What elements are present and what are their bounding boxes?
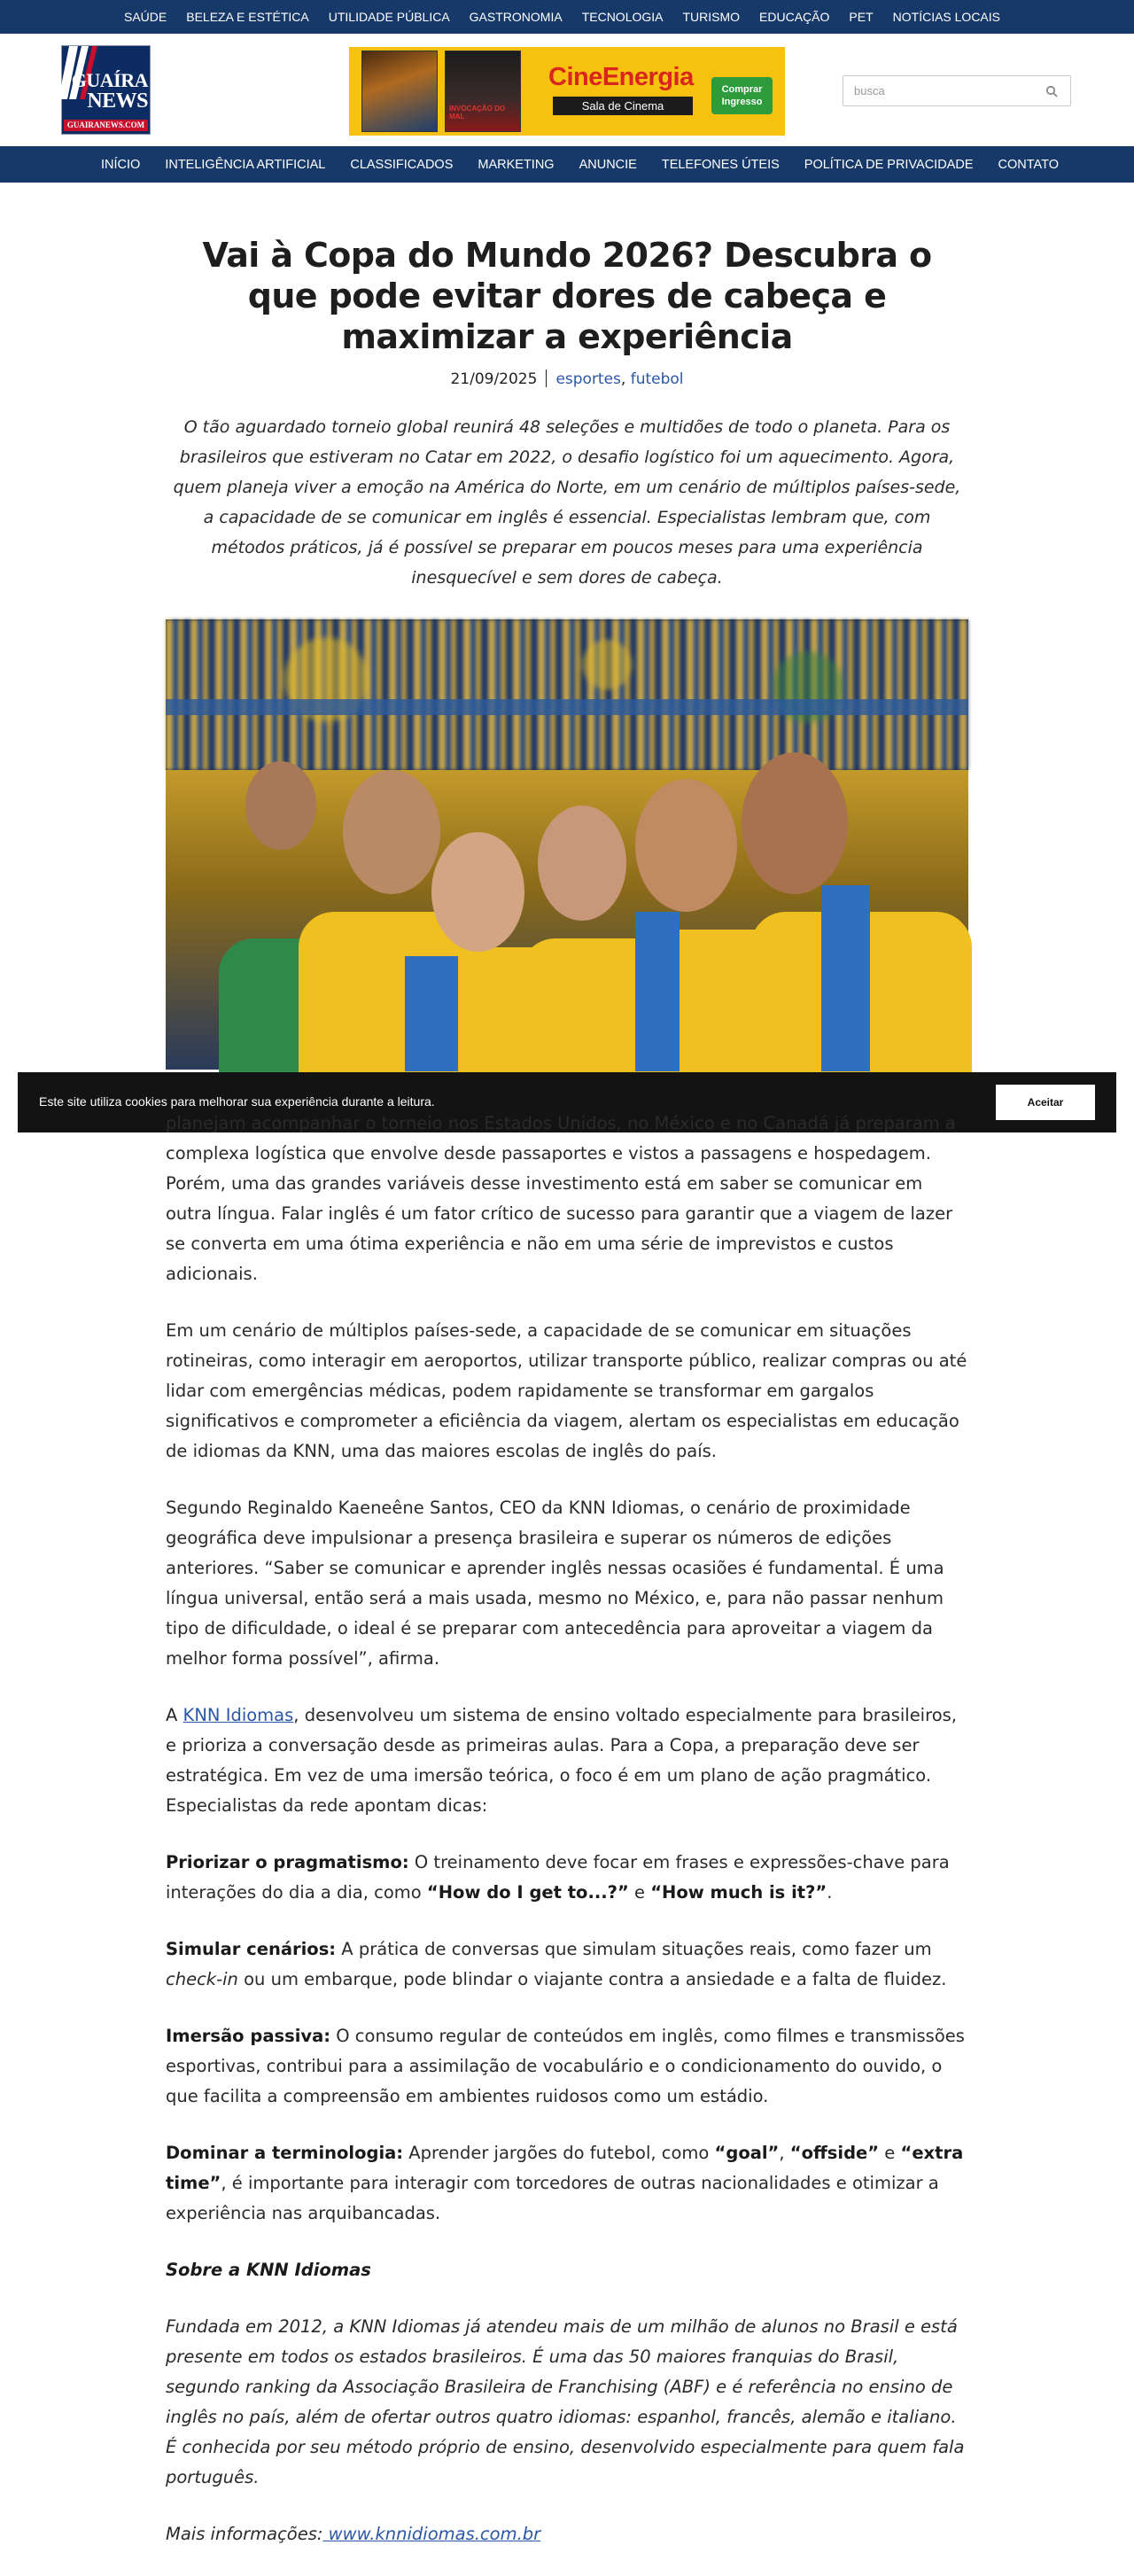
search-box — [843, 75, 1071, 106]
cookie-message: Este site utiliza cookies para melhorar sua experiência durante a leitura. — [39, 1094, 435, 1109]
banner-subtitle: Sala de Cinema — [553, 97, 693, 115]
article-lead: O tão aguardado torneio global reunirá 48 seleções e multidões de todo o planeta. Para os brasileiros que estiveram no Catar em 2022, o desafio logístico foi um aquecimento. Agora, quem planeja viver a emoção na América do Norte, em um cenário de múltiplos países-sede, a capacidade de se comunicar em inglês é essencial. Especialistas lembram que, com métodos práticos, já é possível se preparar em poucos meses para uma experiência inesquecível e sem dores de cabeça. — [173, 417, 961, 588]
article — [166, 235, 968, 1070]
tip-italic: check-in — [166, 1969, 238, 1989]
fan-face — [538, 805, 626, 921]
tip-text: Aprender jargões do futebol, como — [403, 2143, 715, 2163]
top-link-tecnologia[interactable]: TECNOLOGIA — [581, 10, 664, 24]
top-link-educacao[interactable]: EDUCAÇÃO — [759, 10, 830, 24]
tip-text: ou um embarque, pode blindar o viajante contra a ansiedade e a falta de fluidez. — [237, 1969, 947, 1989]
body-paragraph: Em um cenário de múltiplos países-sede, a capacidade de se comunicar em situações rotineiras, como interagir em aeroportos, utilizar transporte público, realizar compras ou até lidar com emergências médicas, podem rapidamente se transformar em gargalos significativos e comprometer a eficiência da viagem, alertam os especialistas em educação de idiomas da KNN, uma das maiores escolas de inglês do país. — [166, 1320, 967, 1461]
nav-anuncie[interactable]: ANUNCIE — [579, 157, 637, 172]
fan-face — [431, 832, 524, 952]
top-link-pet[interactable]: PET — [849, 10, 874, 24]
about-title: Sobre a KNN Idiomas — [166, 2260, 371, 2280]
p4-text: , desenvolveu um sistema de ensino voltado especialmente para brasileiros, e prioriza a conversação desde as primeiras aulas. Para a Copa, a preparação deve ser estratégica. Em vez de uma imersão teórica, o foco é em um plano de ação pragmático. Especialistas da rede apontam dicas: — [166, 1705, 957, 1816]
tip-heading: Simular cenários: — [166, 1939, 337, 1959]
tip-quote: “extra time” — [166, 2143, 964, 2193]
tip-text: O treinamento deve focar em frases e expressões-chave para interações do dia a dia, como — [166, 1852, 950, 1903]
tip-pragmatismo — [166, 1848, 968, 1908]
p4-prefix: A — [166, 1705, 183, 1725]
fan-face — [343, 770, 440, 894]
movie-poster-1 — [361, 51, 438, 132]
fan-face — [742, 752, 848, 894]
article-body — [166, 1113, 968, 2576]
tip-heading: Dominar a terminologia: — [166, 2143, 404, 2163]
about-heading — [166, 2255, 968, 2285]
main-navigation — [0, 146, 1134, 183]
tip-text: e — [628, 1882, 651, 1903]
tip-text: e — [879, 2143, 901, 2163]
buy-ticket-button[interactable]: Comprar Ingresso — [711, 77, 773, 114]
tip-text: , — [779, 2143, 790, 2163]
top-link-saude[interactable]: SAÚDE — [124, 10, 167, 24]
nav-marketing[interactable]: MARKETING — [478, 157, 555, 172]
logo-line-news: NEWS — [87, 89, 148, 113]
tip-imersao — [166, 2021, 968, 2112]
top-category-list — [124, 0, 1020, 34]
fan-scarf — [405, 956, 458, 1071]
tip-heading: Imersão passiva: — [166, 2026, 331, 2046]
tip-heading: Priorizar o pragmatismo: — [166, 1852, 409, 1872]
top-link-noticias-locais[interactable]: NOTÍCIAS LOCAIS — [892, 10, 1000, 24]
tip-quote: “How much is it?” — [650, 1882, 827, 1903]
search-input[interactable] — [843, 76, 1038, 105]
category-link-esportes[interactable]: esportes — [555, 370, 621, 388]
fan-scarf — [635, 912, 680, 1071]
knn-website-link[interactable]: www.knnidiomas.com.br — [322, 2524, 541, 2544]
tip-text: O consumo regular de conteúdos em inglês, como filmes e transmissões esportivas, contribui para a assimilação de vocabulário e o condicionamento do ouvido, o que facilita a compreensão em ambientes ruidosos como um estádio. — [166, 2026, 965, 2106]
tip-quote: “How do I get to...?” — [426, 1882, 629, 1903]
nav-classificados[interactable]: CLASSIFICADOS — [350, 157, 454, 172]
fan-face — [245, 761, 316, 850]
meta-divider — [546, 370, 547, 387]
nav-telefones-uteis[interactable]: TELEFONES ÚTEIS — [661, 157, 780, 172]
site-logo[interactable] — [61, 45, 151, 135]
logo-line-guaira: GUAÍRA — [71, 69, 148, 91]
search-icon[interactable] — [1045, 85, 1058, 97]
article-title: Vai à Copa do Mundo 2026? Descubra o que pode evitar dores de cabeça e maximizar a experiência — [202, 236, 932, 356]
category-link-futebol[interactable]: futebol — [630, 370, 684, 388]
tip-terminologia — [166, 2138, 968, 2229]
article-hero-photo — [166, 619, 968, 1070]
nav-inteligencia-artificial[interactable]: INTELIGÊNCIA ARTIFICIAL — [165, 157, 326, 172]
tip-simular — [166, 1934, 968, 1995]
more-info — [166, 2519, 968, 2549]
about-text: Fundada em 2012, a KNN Idiomas já atendeu mais de um milhão de alunos no Brasil e está presente em todos os estados brasileiros. É uma das 50 maiores franquias do Brasil, segundo ranking da Associação Brasileira de Franchising (ABF) e é referência no ensino de inglês no país, além de ofertar outros quatro idiomas: espanhol, francês, alemão e italiano. É conhecida por seu método próprio de ensino, desenvolvido especialmente para quem fala português. — [166, 2316, 965, 2487]
movie-poster-2-title: INVOCAÇÃO DO MAL — [449, 105, 506, 121]
accept-cookies-button[interactable]: Aceitar — [996, 1085, 1095, 1120]
top-link-turismo[interactable]: TURISMO — [682, 10, 741, 24]
tip-text: A prática de conversas que simulam situações reais, como fazer um — [336, 1939, 932, 1959]
nav-inicio[interactable]: INÍCIO — [101, 157, 141, 172]
site-header — [0, 34, 1134, 146]
body-paragraph-knn — [166, 1700, 968, 1821]
top-link-beleza[interactable]: BELEZA E ESTÉTICA — [186, 10, 309, 24]
fan-scarf — [821, 885, 870, 1071]
tip-text: , é importante para interagir com torcedores de outras nacionalidades e otimizar a experiência nas arquibancadas. — [166, 2173, 939, 2223]
photo-crowd-background — [166, 619, 968, 770]
tip-quote: “offside” — [789, 2143, 880, 2163]
body-paragraph: planejam acompanhar o torneio nos Estados Unidos, no México e no Canadá já preparam a complexa logística que envolve desde passaportes e vistos a passagens e hospedagem. Porém, uma das grandes variáveis desse investimento está em saber se comunicar em outra língua. Falar inglês é um fator crítico de sucesso para garantir que a viagem de lazer se converta em uma ótima experiência e não em uma série de imprevistos e custos adicionais. — [166, 1113, 956, 1284]
fan-face — [635, 779, 737, 912]
nav-politica-privacidade[interactable]: POLÍTICA DE PRIVACIDADE — [804, 157, 974, 172]
top-link-utilidade[interactable]: UTILIDADE PÚBLICA — [328, 10, 450, 24]
banner-brand: CineEnergia — [548, 63, 694, 91]
article-date: 21/09/2025 — [450, 370, 538, 388]
photo-stadium-band — [166, 699, 968, 715]
article-meta — [166, 370, 968, 388]
cinema-ad-banner[interactable] — [349, 47, 785, 136]
category-separator: , — [620, 370, 631, 388]
tip-quote: “goal” — [714, 2143, 780, 2163]
top-category-bar — [0, 0, 1134, 34]
nav-contato[interactable]: CONTATO — [998, 157, 1059, 172]
main-nav-list — [101, 146, 1084, 183]
knn-idiomas-link[interactable]: KNN Idiomas — [183, 1705, 294, 1725]
top-link-gastronomia[interactable]: GASTRONOMIA — [469, 10, 563, 24]
logo-line-domain: GUAIRANEWS.COM — [64, 120, 148, 131]
more-info-label: Mais informações: — [166, 2524, 323, 2544]
movie-poster-2 — [445, 51, 521, 132]
tip-text: . — [827, 1882, 833, 1903]
body-paragraph: Segundo Reginaldo Kaeneêne Santos, CEO da KNN Idiomas, o cenário de proximidade geográfica deve impulsionar a presença brasileira e superar os números de edições anteriores. “Saber se comunicar e aprender inglês nessas ocasiões é fundamental. É uma língua universal, então será a mais usada, mesmo no México, e, para não passar nenhum tipo de dificuldade, o ideal é se preparar com antecedência para aproveitar a viagem da melhor forma possível”, afirma. — [166, 1498, 944, 1669]
